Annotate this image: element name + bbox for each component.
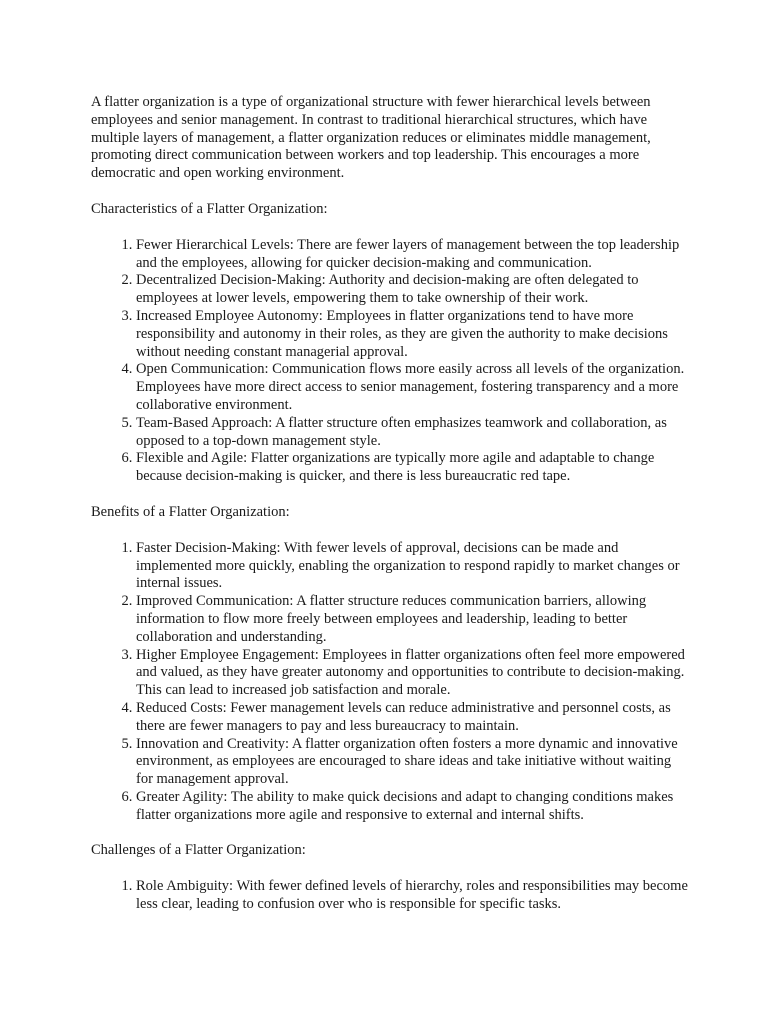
benefits-list (91, 540, 691, 825)
characteristics-list (91, 237, 691, 486)
document-page (91, 94, 691, 932)
list-item: 2. Improved Communication: A flatter structure reduces communication barriers, allowing information to flow more freely between employees and leadership, leading to better collaboration and understanding. (136, 593, 691, 646)
challenges-list (91, 878, 691, 914)
list-item: 1. Faster Decision-Making: With fewer levels of approval, decisions can be made and implemented more quickly, enabling the organization to respond rapidly to market changes or internal issues. (136, 540, 691, 593)
list-item: 1. Role Ambiguity: With fewer defined levels of hierarchy, roles and responsibilities may become less clear, leading to confusion over who is responsible for specific tasks. (136, 878, 691, 914)
list-item: 5. Innovation and Creativity: A flatter organization often fosters a more dynamic and innovative environment, as employees are encouraged to share ideas and take initiative without waiting for management approval. (136, 736, 691, 789)
list-item: 6. Greater Agility: The ability to make quick decisions and adapt to changing conditions makes flatter organizations more agile and responsive to external and internal shifts. (136, 789, 691, 825)
intro-paragraph: A flatter organization is a type of organizational structure with fewer hierarchical levels between employees and senior management. In contrast to traditional hierarchical structures, which have multiple layers of management, a flatter organization reduces or eliminates middle management, promoting direct communication between workers and top leadership. This encourages a more democratic and open working environment. (91, 94, 651, 182)
benefits-heading: Benefits of a Flatter Organization: (91, 503, 290, 520)
list-item: 4. Open Communication: Communication flows more easily across all levels of the organization. Employees have more direct access to senior management, fostering transparency and a more collaborative environment. (136, 361, 691, 414)
list-item: 2. Decentralized Decision-Making: Authority and decision-making are often delegated to employees at lower levels, empowering them to take ownership of their work. (136, 272, 691, 308)
list-item: 3. Increased Employee Autonomy: Employees in flatter organizations tend to have more responsibility and autonomy in their roles, as they are given the authority to make decisions without needing constant managerial approval. (136, 308, 691, 361)
list-item: 4. Reduced Costs: Fewer management levels can reduce administrative and personnel costs, as there are fewer managers to pay and less bureaucracy to maintain. (136, 700, 691, 736)
list-item: 5. Team-Based Approach: A flatter structure often emphasizes teamwork and collaboration, as opposed to a top-down management style. (136, 415, 691, 451)
challenges-heading: Challenges of a Flatter Organization: (91, 842, 306, 859)
list-item: 6. Flexible and Agile: Flatter organizations are typically more agile and adaptable to change because decision-making is quicker, and there is less bureaucratic red tape. (136, 450, 691, 486)
list-item: 1. Fewer Hierarchical Levels: There are fewer layers of management between the top leadership and the employees, allowing for quicker decision-making and communication. (136, 237, 691, 273)
characteristics-heading: Characteristics of a Flatter Organization: (91, 200, 328, 217)
list-item: 3. Higher Employee Engagement: Employees in flatter organizations often feel more empowered and valued, as they have greater autonomy and opportunities to contribute to decision-making. This can lead to increased job satisfaction and morale. (136, 647, 691, 700)
